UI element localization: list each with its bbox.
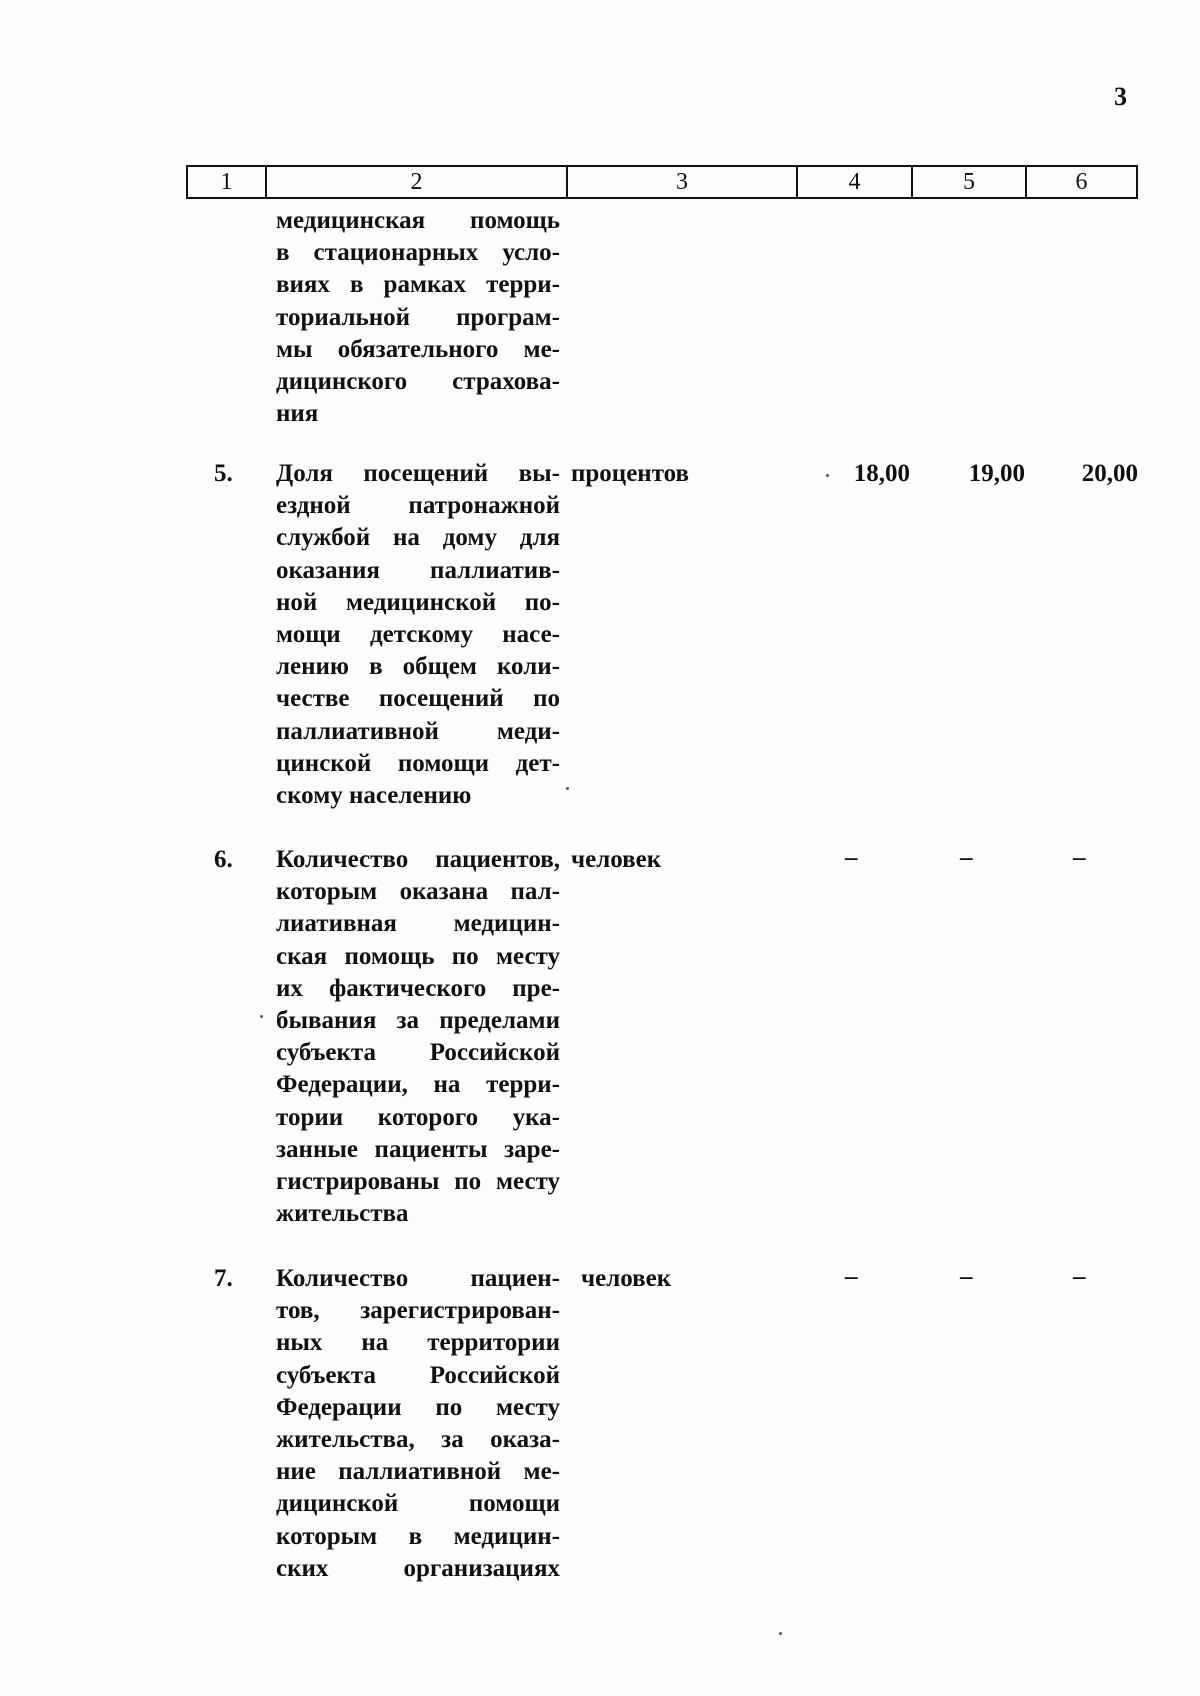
desc-line: ездной патронажной bbox=[276, 492, 560, 520]
desc-line: ния bbox=[276, 400, 319, 428]
header-col-6: 6 bbox=[1075, 168, 1088, 195]
desc-line: тов, зарегистрирован- bbox=[276, 1297, 560, 1325]
row-value-col5: – bbox=[960, 1263, 973, 1290]
row-value-col5: – bbox=[960, 844, 973, 871]
desc-line: их фактического пре- bbox=[276, 974, 560, 1002]
desc-line: паллиативной меди- bbox=[276, 717, 560, 745]
desc-line: ских организациях bbox=[276, 1554, 560, 1582]
desc-line: ных на территории bbox=[276, 1329, 560, 1357]
desc-line: жительства bbox=[276, 1200, 409, 1228]
desc-line: ториальной програм- bbox=[276, 303, 560, 331]
desc-line: дицинской помощи bbox=[276, 1490, 560, 1518]
desc-line: честве посещений по bbox=[276, 685, 560, 713]
row-unit: процентов bbox=[571, 460, 690, 487]
row-number: 5. bbox=[214, 460, 233, 487]
desc-line: бывания за пределами bbox=[276, 1007, 560, 1035]
scan-speck bbox=[779, 1632, 782, 1635]
desc-line: медицинская помощь bbox=[276, 207, 560, 234]
desc-line: в стационарных усло- bbox=[276, 239, 560, 267]
desc-line: ская помощь по месту bbox=[276, 942, 560, 970]
desc-line: Федерации, на терри- bbox=[276, 1071, 560, 1099]
row-description bbox=[276, 1263, 560, 1585]
row-number: 6. bbox=[214, 846, 233, 873]
scan-speck bbox=[826, 474, 829, 477]
desc-line: которым оказана пал- bbox=[276, 878, 560, 906]
row-value-col5: 19,00 bbox=[968, 460, 1025, 487]
desc-line: тории которого ука- bbox=[276, 1103, 560, 1131]
desc-line: Доля посещений вы- bbox=[276, 460, 560, 487]
header-col-3: 3 bbox=[568, 167, 798, 197]
desc-line: мощи детскому насе- bbox=[276, 621, 560, 649]
continued-description bbox=[276, 205, 560, 430]
scan-speck bbox=[260, 1015, 263, 1018]
desc-line: дицинского страхова- bbox=[276, 368, 560, 396]
header-col-4: 4 bbox=[798, 167, 913, 197]
row-value-col4: – bbox=[845, 1263, 858, 1290]
row-value-col4: – bbox=[845, 844, 858, 871]
row-value-col6: – bbox=[1073, 844, 1086, 871]
desc-line: жительства, за оказа- bbox=[276, 1426, 560, 1454]
desc-line: гистрированы по месту bbox=[276, 1168, 560, 1196]
desc-line: виях в рамках терри- bbox=[276, 271, 560, 299]
desc-line: лению в общем коли- bbox=[276, 653, 560, 681]
scan-speck bbox=[566, 787, 569, 790]
desc-line: мы обязательного ме- bbox=[276, 335, 560, 363]
desc-line: ние паллиативной ме- bbox=[276, 1458, 560, 1486]
desc-line: скому населению bbox=[276, 782, 472, 810]
desc-line: цинской помощи дет- bbox=[276, 749, 560, 777]
desc-line: Количество пациентов, bbox=[276, 846, 560, 873]
desc-line: Количество пациен- bbox=[276, 1265, 560, 1292]
desc-line: субъекта Российской bbox=[276, 1039, 560, 1067]
row-value-col6: 20,00 bbox=[1081, 460, 1138, 487]
desc-line: занные пациенты заре- bbox=[276, 1135, 560, 1163]
row-unit: человек bbox=[581, 1265, 672, 1292]
desc-line: Федерации по месту bbox=[276, 1393, 560, 1421]
page-number: 3 bbox=[1114, 82, 1127, 111]
row-description bbox=[276, 458, 560, 812]
row-description bbox=[276, 844, 560, 1230]
row-unit: человек bbox=[571, 846, 662, 873]
header-col-5: 5 bbox=[913, 167, 1027, 197]
desc-line: оказания паллиатив- bbox=[276, 556, 560, 584]
row-number: 7. bbox=[214, 1265, 233, 1292]
desc-line: лиативная медицин- bbox=[276, 910, 560, 938]
desc-line: субъекта Российской bbox=[276, 1361, 560, 1389]
desc-line: ной медицинской по- bbox=[276, 588, 560, 616]
row-value-col6: – bbox=[1073, 1263, 1086, 1290]
table-header bbox=[186, 165, 1138, 199]
header-col-1: 1 bbox=[188, 167, 267, 197]
row-value-col4: 18,00 bbox=[853, 460, 910, 487]
header-col-2: 2 bbox=[267, 167, 568, 197]
desc-line: службой на дому для bbox=[276, 524, 560, 552]
desc-line: которым в медицин- bbox=[276, 1522, 560, 1550]
